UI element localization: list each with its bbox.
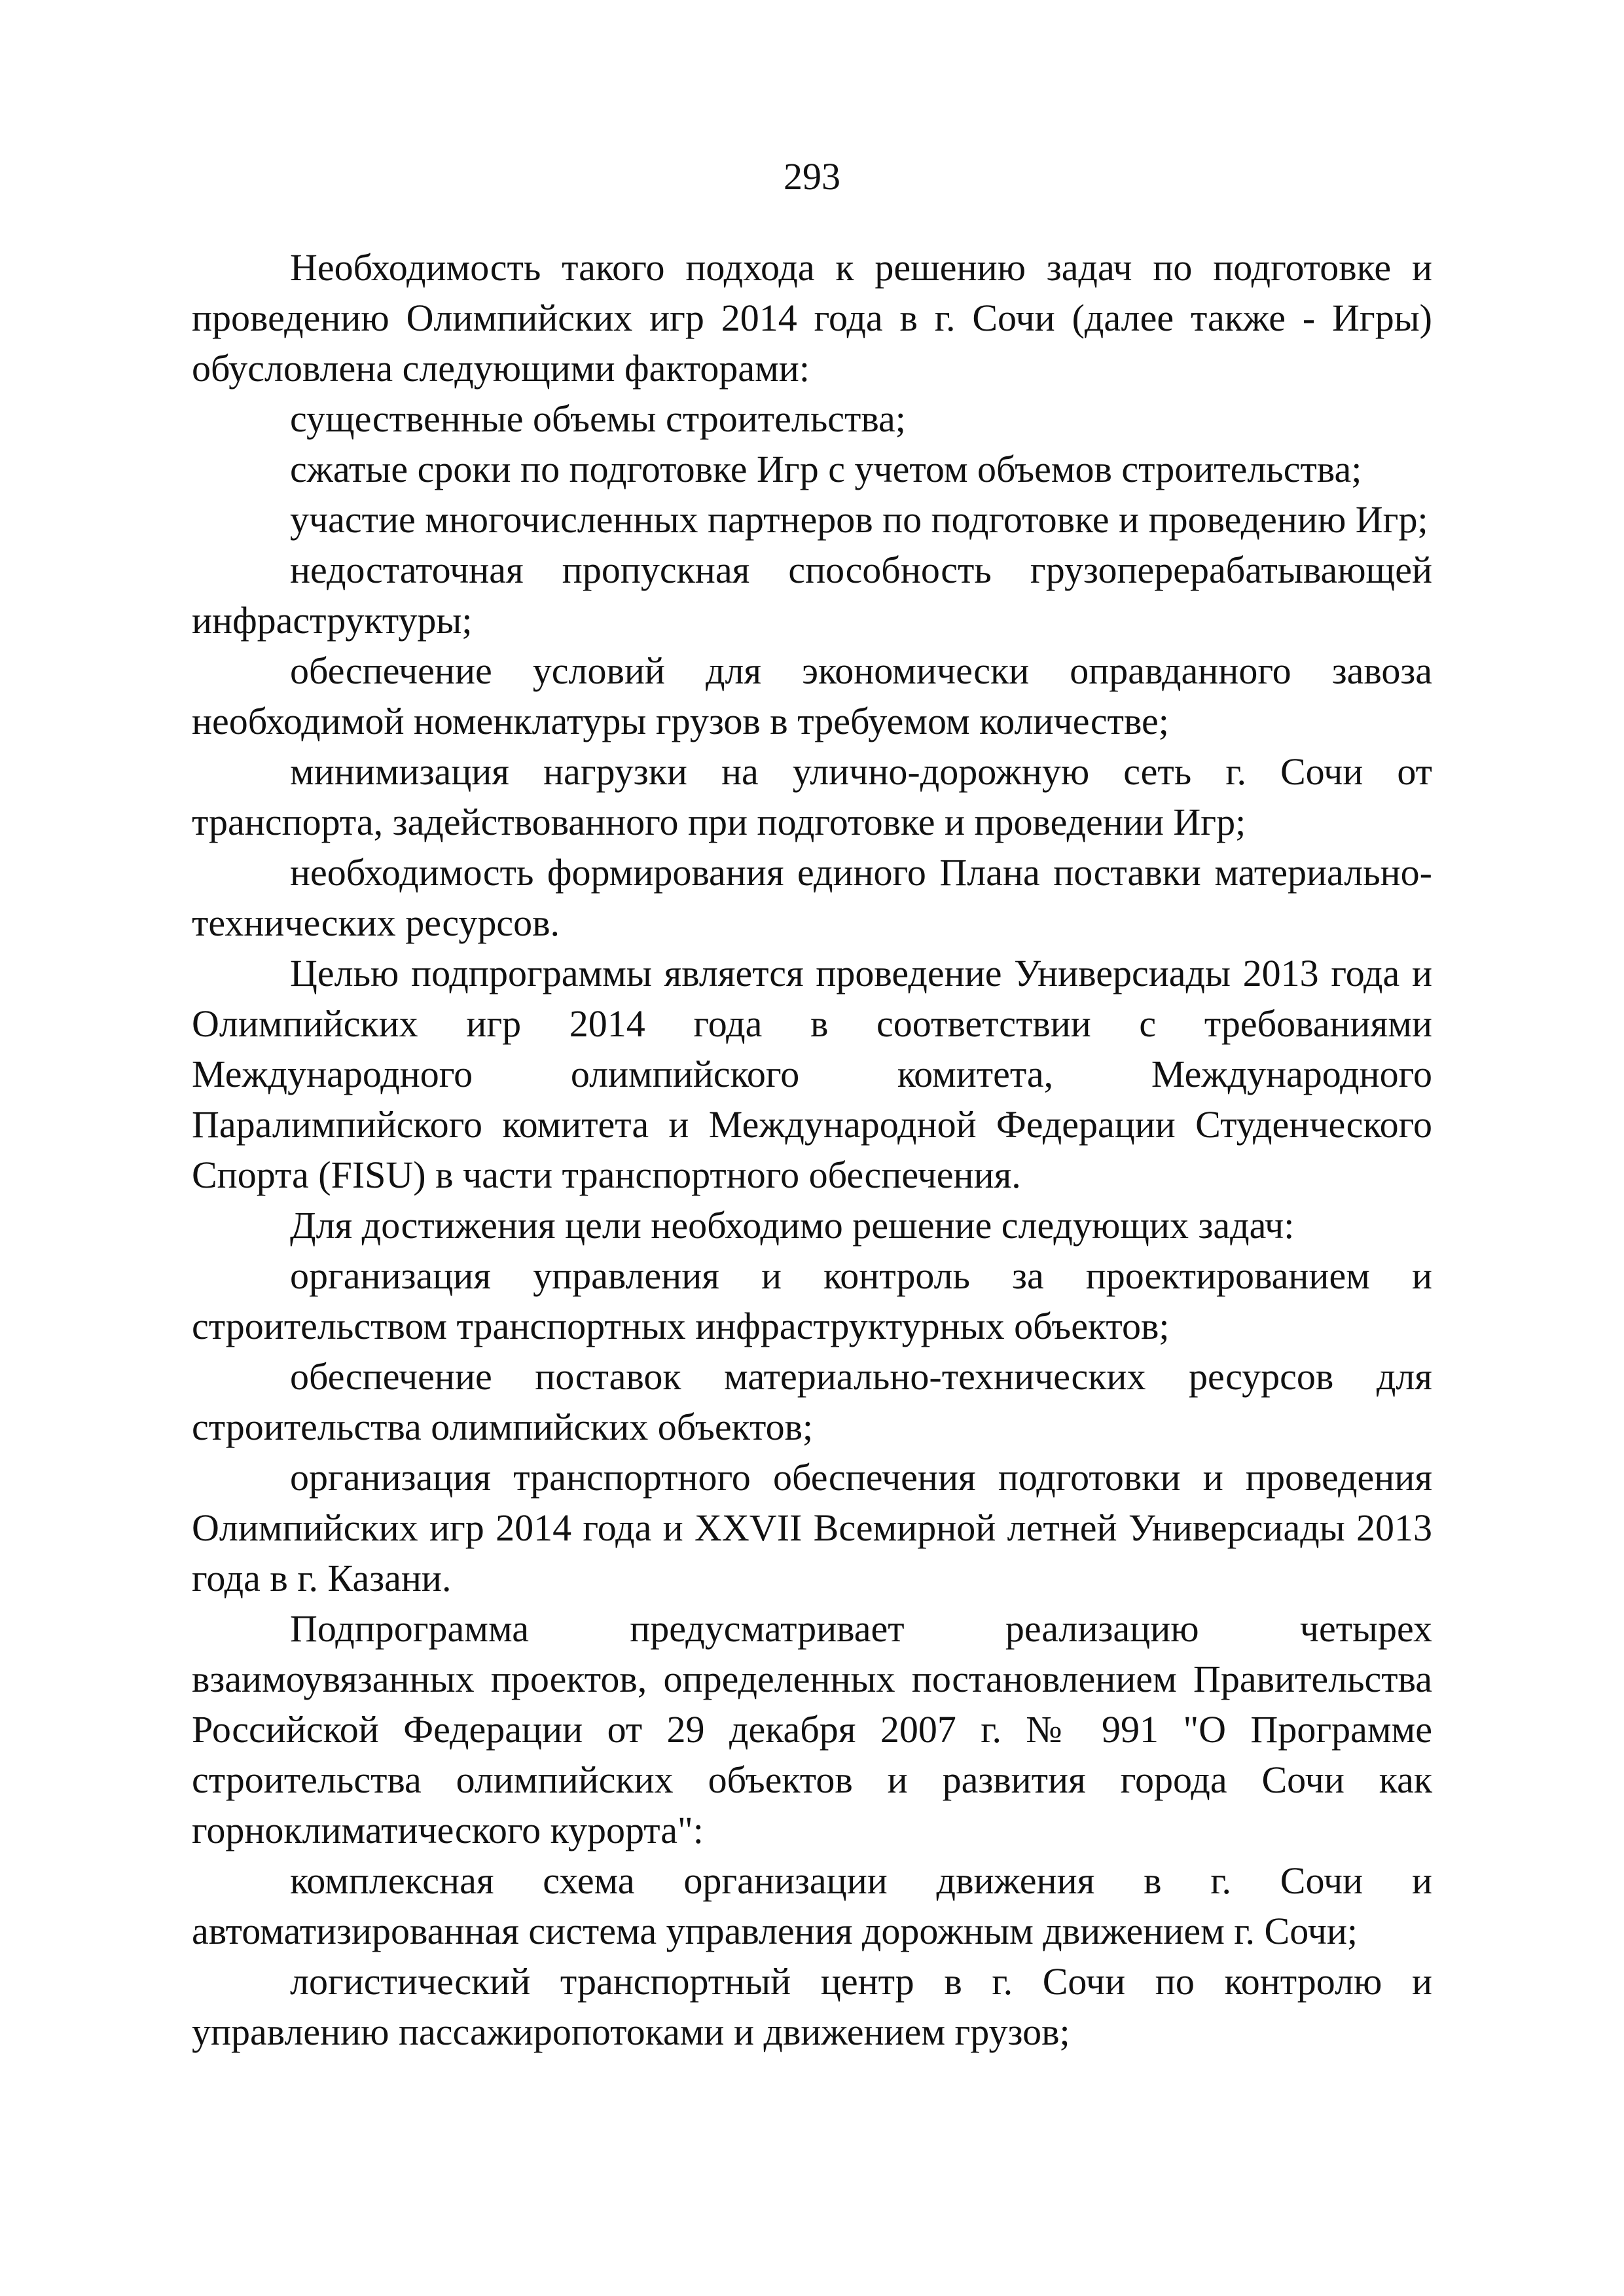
list-item: обеспечение поставок материально-технических ресурсов для строительства олимпийских объектов; — [192, 1355, 1432, 1448]
paragraph: Необходимость такого подхода к решению задач по подготовке и проведению Олимпийских игр 2014 года в г. Сочи (далее также - Игры) обусловлена следующими факторами: — [192, 246, 1432, 390]
list-item: комплексная схема организации движения в г. Сочи и автоматизированная система управления дорожным движением г. Сочи; — [192, 1859, 1432, 1952]
paragraph: Для достижения цели необходимо решение следующих задач: — [290, 1204, 1295, 1247]
document-body — [192, 242, 1432, 2057]
list-item: участие многочисленных партнеров по подготовке и проведению Игр; — [290, 498, 1428, 541]
paragraph: Подпрограмма предусматривает реализацию четырех взаимоувязанных проектов, определенных постановлением Правительства Российской Федерации от 29 декабря 2007 г. № 991 "О Программе строительства олимпийских объектов и развития города Сочи как горноклиматического курорта": — [192, 1607, 1432, 1851]
list-item: сжатые сроки по подготовке Игр с учетом объемов строительства; — [290, 448, 1362, 490]
list-item: существенные объемы строительства; — [290, 397, 906, 440]
list-item: организация управления и контроль за проектированием и строительством транспортных инфраструктурных объектов; — [192, 1254, 1432, 1347]
list-item: организация транспортного обеспечения подготовки и проведения Олимпийских игр 2014 года и XXVII Всемирной летней Универсиады 2013 года в г. Казани. — [192, 1456, 1432, 1599]
list-item: недостаточная пропускная способность грузоперерабатывающей инфраструктуры; — [192, 549, 1432, 642]
paragraph: Целью подпрограммы является проведение Универсиады 2013 года и Олимпийских игр 2014 года в соответствии с требованиями Международного олимпийского комитета, Международного Паралимпийского комитета и Международной Федерации Студенческого Спорта (FISU) в части транспортного обеспечения. — [192, 952, 1432, 1196]
list-item: необходимость формирования единого Плана поставки материально-технических ресурсов. — [192, 851, 1432, 944]
page-number: 293 — [784, 155, 840, 198]
list-item: обеспечение условий для экономически оправданного завоза необходимой номенклатуры грузов в требуемом количестве; — [192, 649, 1432, 742]
list-item: минимизация нагрузки на улично-дорожную сеть г. Сочи от транспорта, задействованного при подготовке и проведении Игр; — [192, 750, 1432, 843]
list-item: логистический транспортный центр в г. Сочи по контролю и управлению пассажиропотоками и движением грузов; — [192, 1960, 1432, 2053]
